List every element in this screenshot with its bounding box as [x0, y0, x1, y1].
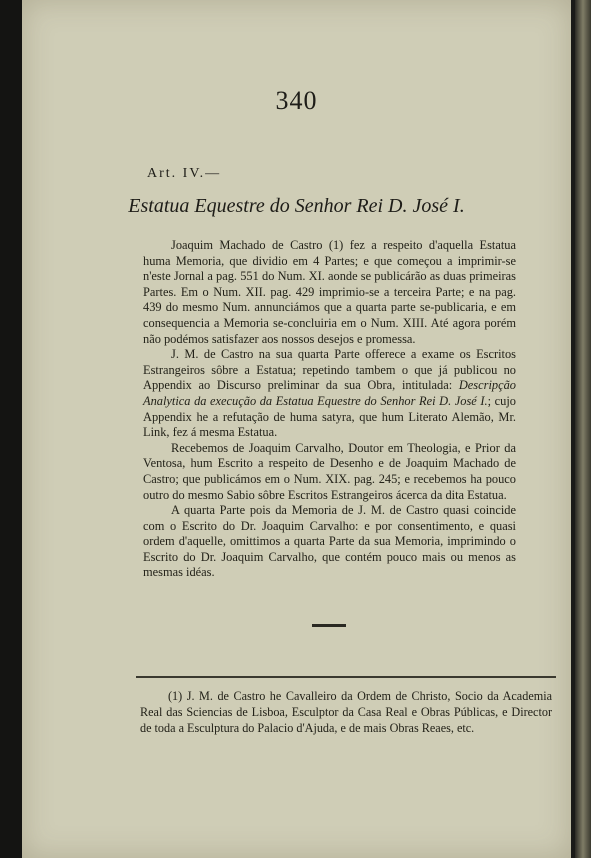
next-page-edge: [575, 0, 591, 858]
scan-left-border: [0, 0, 22, 858]
footnote-text: (1) J. M. de Castro he Cavalleiro da Ordem de Christo, Socio da Academia Real das Sciencias de Lisboa, Esculptor da Casa Real e Obras Públicas, e Director de toda a Esculptura do Palacio d'Ajuda, e de mais Obras Reaes, etc.: [140, 689, 552, 736]
footnote-divider: [136, 676, 556, 678]
footnote: [140, 688, 552, 737]
document-page: [22, 0, 571, 858]
paragraph-1: Joaquim Machado de Castro (1) fez a respeito d'aquella Estatua huma Memoria, que dividio em 4 Partes; e que começou a imprimir-se n'este Jornal a pag. 551 do Num. XI. aonde se publicárão as duas primeiras Partes. Em o Num. XII. pag. 429 imprimio-se a terceira Parte; e na pag. 439 do mesmo Num. annunciámos que a quarta parte se-publicaria, e em consequencia a Memoria se-concluiria em o Num. XIII. Até agora porém não podémos satisfazer aos nossos desejos e promessa.: [143, 238, 516, 346]
article-title: Estatua Equestre do Senhor Rei D. José I.: [128, 195, 465, 217]
paragraph-3: Recebemos de Joaquim Carvalho, Doutor em Theologia, e Prior da Ventosa, hum Escrito a respeito de Desenho e de Joaquim Machado de Castro; que publicámos em o Num. XIX. pag. 245; e recebemos ha pouco outro do mesmo Sabio sôbre Escritos Estrangeiros ácerca da dita Estatua.: [143, 440, 516, 502]
paragraph-2-text: J. M. de Castro na sua quarta Parte offerece a exame os Escritos Estrangeiros sôbre a Estatua; repetindo tambem o que já publicou no Appendix ao Discurso preliminar da sua Obra, intitulada:: [143, 347, 516, 393]
book-title: Descripção Analytica da execução da Estatua Equestre do Senhor Rei D. José I.: [143, 378, 516, 408]
article-body: [143, 238, 516, 581]
page-number: 340: [275, 86, 318, 115]
scan-right-border: [571, 0, 591, 858]
section-divider: [312, 624, 346, 627]
paragraph-2-tail: ; cujo Appendix he a refutação de huma satyra, que hum Literato Alemão, Mr. Link, fez á mesma Estatua.: [143, 393, 516, 440]
article-label: Art. IV.—: [147, 166, 222, 181]
paragraph-4: A quarta Parte pois da Memoria de J. M. de Castro quasi coincide com o Escrito do Dr. Joaquim Carvalho: e por consentimento, e quasi ordem d'aquelle, omittimos a quarta Parte da sua Memoria, imprimindo o Escrito do Dr. Joaquim Carvalho, que contém pouco mais ou menos as mesmas idéas.: [143, 503, 516, 580]
paragraph-2: [143, 347, 516, 441]
